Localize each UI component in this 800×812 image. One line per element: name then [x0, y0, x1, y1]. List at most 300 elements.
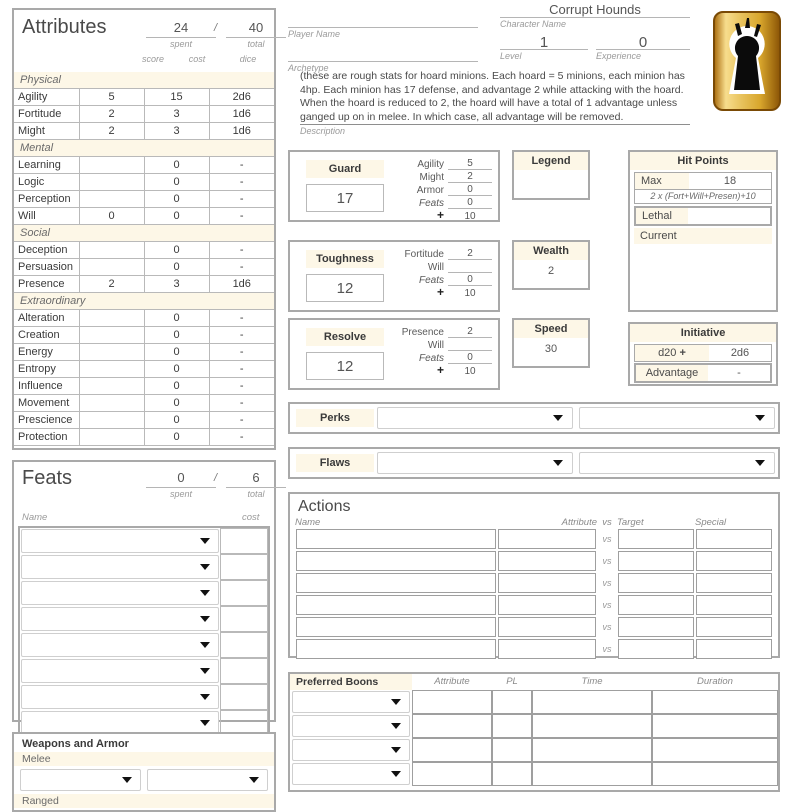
flaws-select-2[interactable]: [579, 452, 775, 474]
chevron-down-icon: [200, 538, 210, 544]
feats-col-cost: cost: [242, 512, 260, 523]
attribute-row: [14, 208, 274, 225]
mini-title: Legend: [514, 152, 588, 170]
level-value: 1: [500, 34, 588, 50]
attribute-cost[interactable]: 0: [144, 327, 209, 344]
character-emblem: [708, 6, 786, 116]
attribute-dice[interactable]: -: [209, 259, 274, 276]
action-row: [290, 638, 778, 660]
boon-attribute-cell[interactable]: [412, 690, 492, 714]
boons-rows: [290, 690, 778, 786]
defense-term-value[interactable]: [448, 272, 492, 273]
actions-col-name: Name: [295, 517, 321, 528]
boon-name-select[interactable]: [292, 715, 410, 737]
defense-value[interactable]: 12: [306, 274, 384, 302]
action-vs-label: vs: [602, 556, 612, 566]
toughness-panel: [288, 240, 500, 312]
attribute-dice[interactable]: -: [209, 310, 274, 327]
attribute-dice[interactable]: 2d6: [209, 89, 274, 106]
initiative-panel: [628, 322, 778, 386]
action-row: [290, 550, 778, 572]
boon-duration-cell[interactable]: [652, 714, 778, 738]
attribute-cost[interactable]: 15: [144, 89, 209, 106]
actions-title: Actions: [298, 498, 351, 515]
attribute-row: [14, 259, 274, 276]
attribute-score[interactable]: [79, 327, 144, 344]
feat-name-select[interactable]: [21, 685, 219, 709]
attribute-score[interactable]: [79, 310, 144, 327]
actions-col-vs: vs: [602, 517, 612, 528]
defense-name: Resolve: [306, 328, 384, 346]
mini-value[interactable]: [514, 170, 588, 175]
attribute-cost[interactable]: 0: [144, 242, 209, 259]
attributes-col-score: score: [141, 54, 164, 64]
attribute-group-name: Extraordinary: [14, 293, 274, 310]
defense-term-value[interactable]: 0: [448, 274, 492, 286]
level-field[interactable]: [500, 34, 588, 61]
attribute-name: Perception: [14, 191, 79, 208]
attribute-cost[interactable]: 0: [144, 157, 209, 174]
attribute-dice[interactable]: -: [209, 344, 274, 361]
action-special-cell[interactable]: [696, 573, 772, 593]
boon-time-cell[interactable]: [532, 714, 652, 738]
attribute-cost[interactable]: 0: [144, 208, 209, 225]
perks-panel: [288, 402, 780, 434]
hit-points-max-value: 18: [723, 175, 737, 187]
attribute-row: [14, 344, 274, 361]
actions-panel: [288, 492, 780, 658]
boon-pl-cell[interactable]: [492, 738, 532, 762]
attribute-name: Alteration: [14, 310, 79, 327]
weapons-melee-label: Melee: [14, 752, 274, 766]
action-vs-label: vs: [602, 600, 612, 610]
feat-name-select[interactable]: [21, 529, 219, 553]
boons-label: Preferred Boons: [290, 674, 412, 690]
attributes-header: [14, 10, 274, 72]
initiative-die: d20: [658, 347, 677, 359]
action-attribute-cell[interactable]: [498, 595, 596, 615]
action-name-cell[interactable]: [296, 529, 496, 549]
attribute-dice[interactable]: -: [209, 378, 274, 395]
mini-value[interactable]: 2: [547, 265, 555, 277]
experience-field[interactable]: [596, 34, 690, 61]
action-attribute-cell[interactable]: [498, 617, 596, 637]
attribute-score[interactable]: [79, 412, 144, 429]
chevron-down-icon: [755, 460, 765, 466]
chevron-down-icon: [391, 723, 401, 729]
attribute-score[interactable]: [79, 191, 144, 208]
plus-icon: +: [436, 363, 444, 377]
attribute-name: Prescience: [14, 412, 79, 429]
action-special-cell[interactable]: [696, 639, 772, 659]
feat-row: [20, 554, 268, 580]
boon-row: [290, 762, 778, 786]
action-target-cell[interactable]: [618, 551, 694, 571]
legend-panel: [512, 150, 590, 200]
attribute-dice[interactable]: -: [209, 157, 274, 174]
action-target-cell[interactable]: [618, 573, 694, 593]
defense-terms: [400, 325, 492, 377]
attribute-name: Logic: [14, 174, 79, 191]
action-special-cell[interactable]: [696, 595, 772, 615]
feats-spent-value: 0: [146, 470, 216, 488]
defense-term-label: Feats: [418, 353, 444, 364]
attribute-name: Creation: [14, 327, 79, 344]
attributes-slash: /: [214, 22, 218, 34]
actions-rows: [290, 528, 778, 660]
defense-term-value[interactable]: 2: [448, 171, 492, 183]
attribute-name: Influence: [14, 378, 79, 395]
guard-panel: [288, 150, 500, 222]
attribute-score[interactable]: [79, 259, 144, 276]
hit-points-lethal-row[interactable]: [634, 206, 772, 226]
defense-term-label: Presence: [401, 327, 444, 338]
action-row: [290, 594, 778, 616]
character-name-value: Corrupt Hounds: [500, 2, 690, 18]
hit-points-lethal-label: Lethal: [636, 208, 688, 224]
action-vs-label: vs: [602, 644, 612, 654]
feat-name-select[interactable]: [21, 659, 219, 683]
attribute-row: [14, 157, 274, 174]
defense-term-label: Feats: [418, 275, 444, 286]
feat-name-select[interactable]: [21, 607, 219, 631]
action-name-cell[interactable]: [296, 573, 496, 593]
boon-pl-cell[interactable]: [492, 714, 532, 738]
attribute-group-header: [14, 72, 274, 89]
attribute-score[interactable]: [79, 174, 144, 191]
hit-points-max-label: Max: [635, 173, 689, 189]
action-attribute-cell[interactable]: [498, 639, 596, 659]
feats-spent-caption: spent: [169, 489, 193, 499]
attributes-col-dice: dice: [239, 54, 257, 64]
attribute-dice[interactable]: -: [209, 191, 274, 208]
defense-term-value[interactable]: 0: [448, 352, 492, 364]
hit-points-panel: [628, 150, 778, 312]
chevron-down-icon: [200, 564, 210, 570]
initiative-advantage-row: [634, 363, 772, 383]
feat-cost-cell[interactable]: [220, 580, 268, 606]
feats-panel: [12, 460, 276, 722]
action-attribute-cell[interactable]: [498, 573, 596, 593]
initiative-advantage-value: -: [737, 367, 741, 379]
initiative-advantage-label: Advantage: [636, 365, 708, 381]
character-name-field[interactable]: [500, 2, 690, 29]
attribute-score[interactable]: [79, 242, 144, 259]
attribute-row: [14, 395, 274, 412]
melee-armor-select[interactable]: [147, 769, 268, 791]
archetype-field[interactable]: [288, 46, 478, 73]
attribute-cost[interactable]: 0: [144, 191, 209, 208]
feats-total: [226, 470, 286, 499]
boons-col-attribute: Attribute: [434, 676, 470, 687]
action-target-cell[interactable]: [618, 595, 694, 615]
boon-attribute-cell[interactable]: [412, 714, 492, 738]
chevron-down-icon: [200, 616, 210, 622]
defense-term-row: [400, 325, 492, 338]
speed-panel: [512, 318, 590, 368]
chevron-down-icon: [391, 699, 401, 705]
archetype-value: [288, 46, 478, 62]
action-row: [290, 616, 778, 638]
boon-name-select[interactable]: [292, 691, 410, 713]
feat-name-select[interactable]: [21, 555, 219, 579]
attribute-row: [14, 276, 274, 293]
attribute-row: [14, 242, 274, 259]
attributes-col-cost: cost: [188, 54, 206, 64]
attributes-spent-value: 24: [146, 20, 216, 38]
plus-icon: +: [436, 285, 444, 299]
mini-title: Wealth: [514, 242, 588, 260]
defense-term-value[interactable]: 5: [448, 158, 492, 170]
initiative-die-row: [634, 344, 772, 362]
feat-row: [20, 580, 268, 606]
boon-name-select[interactable]: [292, 763, 410, 785]
boons-column-headers: [290, 674, 778, 690]
defense-term-label: Will: [427, 262, 444, 273]
attributes-total-value: 40: [226, 20, 286, 38]
plus-icon: +: [436, 208, 444, 222]
description-value: (these are rough stats for hoard minions. Each hoard = 5 minions, each minion has 4hp. Each minion has 17 defense, and advantage 2 while attacking with the hoard. When the hoard is reduced to 2, the hoard will have a total of 1 advantage unless ganged up on in melee. In which case, all advantage will be removed.: [300, 70, 685, 123]
attribute-dice[interactable]: -: [209, 327, 274, 344]
attribute-cost[interactable]: 0: [144, 259, 209, 276]
weapons-and-armor-panel: [12, 732, 276, 812]
attribute-cost[interactable]: 3: [144, 106, 209, 123]
boon-duration-cell[interactable]: [652, 762, 778, 786]
attribute-dice[interactable]: 1d6: [209, 276, 274, 293]
chevron-down-icon: [553, 415, 563, 421]
action-vs-label: vs: [602, 534, 612, 544]
wealth-panel: [512, 240, 590, 290]
defense-term-value[interactable]: [448, 350, 492, 351]
attribute-dice[interactable]: -: [209, 361, 274, 378]
attribute-cost[interactable]: 0: [144, 429, 209, 446]
attribute-score[interactable]: [79, 361, 144, 378]
boon-attribute-cell[interactable]: [412, 762, 492, 786]
attribute-cost[interactable]: 0: [144, 344, 209, 361]
attribute-name: Fortitude: [14, 106, 79, 123]
chevron-down-icon: [200, 694, 210, 700]
boon-pl-cell[interactable]: [492, 762, 532, 786]
attribute-dice[interactable]: -: [209, 412, 274, 429]
attribute-name: Presence: [14, 276, 79, 293]
attribute-dice[interactable]: -: [209, 208, 274, 225]
defense-term-label: Agility: [417, 159, 444, 170]
attribute-cost[interactable]: 3: [144, 276, 209, 293]
feats-spent: [146, 470, 216, 499]
level-caption: Level: [500, 51, 522, 61]
chevron-down-icon: [755, 415, 765, 421]
action-attribute-cell[interactable]: [498, 529, 596, 549]
actions-col-attribute: Attribute: [561, 517, 597, 528]
defense-base-value: 10: [464, 211, 476, 222]
boon-name-select[interactable]: [292, 739, 410, 761]
description-field[interactable]: [300, 70, 690, 136]
chevron-down-icon: [391, 771, 401, 777]
initiative-die-label: [635, 345, 709, 361]
boon-time-cell[interactable]: [532, 738, 652, 762]
feat-row: [20, 528, 268, 554]
chevron-down-icon: [200, 590, 210, 596]
plus-icon: +: [679, 347, 686, 359]
melee-weapon-select[interactable]: [20, 769, 141, 791]
boon-duration-cell[interactable]: [652, 738, 778, 762]
attribute-cost[interactable]: 0: [144, 378, 209, 395]
attribute-score[interactable]: [79, 157, 144, 174]
attributes-total: [226, 20, 286, 49]
action-name-cell[interactable]: [296, 617, 496, 637]
defense-term-value[interactable]: 0: [448, 184, 492, 196]
attribute-row: [14, 429, 274, 446]
player-name-caption: Player Name: [288, 29, 341, 39]
mini-title: Speed: [514, 320, 588, 338]
action-target-cell[interactable]: [618, 617, 694, 637]
attribute-cost[interactable]: 0: [144, 412, 209, 429]
feats-header: [14, 462, 274, 512]
attribute-score[interactable]: 2: [79, 106, 144, 123]
defense-term-value[interactable]: 0: [448, 197, 492, 209]
attribute-cost[interactable]: 0: [144, 361, 209, 378]
boon-time-cell[interactable]: [532, 690, 652, 714]
defense-term-label: Armor: [416, 185, 444, 196]
attribute-group-name: Physical: [14, 72, 274, 89]
attribute-score[interactable]: [79, 429, 144, 446]
defense-term-row: [400, 247, 492, 260]
defense-term-row: [400, 157, 492, 170]
feat-cost-cell[interactable]: [220, 554, 268, 580]
attribute-dice[interactable]: 1d6: [209, 123, 274, 140]
attribute-cost[interactable]: 0: [144, 395, 209, 412]
attribute-group-name: Social: [14, 225, 274, 242]
attribute-group-header: [14, 293, 274, 310]
attribute-row: [14, 327, 274, 344]
boon-time-cell[interactable]: [532, 762, 652, 786]
weapons-melee-row: [14, 766, 274, 794]
defense-base-row: [400, 364, 492, 377]
attributes-spent-caption: spent: [169, 39, 193, 49]
attributes-spent: [146, 20, 216, 49]
preferred-boons-panel: [288, 672, 780, 792]
feat-name-select[interactable]: [21, 581, 219, 605]
defense-term-value[interactable]: 2: [448, 326, 492, 338]
attribute-cost[interactable]: 0: [144, 310, 209, 327]
chevron-down-icon: [200, 642, 210, 648]
attribute-group-header: [14, 225, 274, 242]
experience-value: 0: [596, 34, 690, 50]
hit-points-current-label: Current: [634, 228, 772, 244]
weapons-title: Weapons and Armor: [22, 738, 129, 750]
attribute-row: [14, 310, 274, 327]
action-name-cell[interactable]: [296, 551, 496, 571]
attribute-name: Protection: [14, 429, 79, 446]
attribute-dice[interactable]: -: [209, 395, 274, 412]
feat-cost-cell[interactable]: [220, 606, 268, 632]
attribute-score[interactable]: 2: [79, 276, 144, 293]
attribute-name: Entropy: [14, 361, 79, 378]
attribute-cost[interactable]: 0: [144, 174, 209, 191]
attribute-name: Agility: [14, 89, 79, 106]
action-target-cell[interactable]: [618, 639, 694, 659]
attribute-score[interactable]: [79, 378, 144, 395]
chevron-down-icon: [200, 720, 210, 726]
chevron-down-icon: [391, 747, 401, 753]
boon-pl-cell[interactable]: [492, 690, 532, 714]
boons-col-time: Time: [581, 676, 603, 687]
attribute-score[interactable]: [79, 395, 144, 412]
attribute-name: Might: [14, 123, 79, 140]
attribute-row: [14, 123, 274, 140]
player-name-field[interactable]: [288, 12, 478, 39]
perks-select-1[interactable]: [377, 407, 573, 429]
perks-label: Perks: [296, 409, 374, 427]
feat-cost-cell[interactable]: [220, 632, 268, 658]
perks-select-2[interactable]: [579, 407, 775, 429]
defense-term-row: [400, 338, 492, 351]
feat-row: [20, 658, 268, 684]
attribute-score[interactable]: 5: [79, 89, 144, 106]
attribute-row: [14, 191, 274, 208]
attribute-cost[interactable]: 3: [144, 123, 209, 140]
attribute-row: [14, 412, 274, 429]
defense-value[interactable]: 17: [306, 184, 384, 212]
player-name-value: [288, 12, 478, 28]
keyhole-figure-icon: [708, 6, 786, 116]
defense-base-value: 10: [464, 288, 476, 299]
character-name-caption: Character Name: [500, 19, 567, 29]
chevron-down-icon: [122, 777, 132, 783]
action-row: [290, 572, 778, 594]
action-name-cell[interactable]: [296, 595, 496, 615]
action-special-cell[interactable]: [696, 529, 772, 549]
boons-col-duration: Duration: [697, 676, 733, 687]
action-target-cell[interactable]: [618, 529, 694, 549]
flaws-select-1[interactable]: [377, 452, 573, 474]
action-special-cell[interactable]: [696, 551, 772, 571]
action-attribute-cell[interactable]: [498, 551, 596, 571]
attribute-dice[interactable]: -: [209, 174, 274, 191]
defense-term-label: Feats: [418, 198, 444, 209]
feat-cost-cell[interactable]: [220, 528, 268, 554]
defense-term-value[interactable]: 2: [448, 248, 492, 260]
boon-duration-cell[interactable]: [652, 690, 778, 714]
action-special-cell[interactable]: [696, 617, 772, 637]
attribute-name: Deception: [14, 242, 79, 259]
feat-cost-cell[interactable]: [220, 658, 268, 684]
description-caption: Description: [300, 124, 690, 136]
boon-attribute-cell[interactable]: [412, 738, 492, 762]
attribute-dice[interactable]: -: [209, 429, 274, 446]
feat-cost-cell[interactable]: [220, 684, 268, 710]
feat-name-select[interactable]: [21, 633, 219, 657]
attribute-score[interactable]: 0: [79, 208, 144, 225]
defense-terms: [400, 247, 492, 299]
defense-value[interactable]: 12: [306, 352, 384, 380]
boon-row: [290, 714, 778, 738]
defense-term-row: [400, 260, 492, 273]
attribute-name: Movement: [14, 395, 79, 412]
action-row: [290, 528, 778, 550]
chevron-down-icon: [249, 777, 259, 783]
feats-col-name: Name: [22, 512, 48, 523]
boons-col-pl: PL: [506, 676, 518, 687]
attribute-score[interactable]: 2: [79, 123, 144, 140]
attribute-dice[interactable]: 1d6: [209, 106, 274, 123]
feat-row: [20, 632, 268, 658]
feats-total-value: 6: [226, 470, 286, 488]
attribute-score[interactable]: [79, 344, 144, 361]
mini-value[interactable]: 30: [544, 343, 558, 355]
action-name-cell[interactable]: [296, 639, 496, 659]
attribute-dice[interactable]: -: [209, 242, 274, 259]
